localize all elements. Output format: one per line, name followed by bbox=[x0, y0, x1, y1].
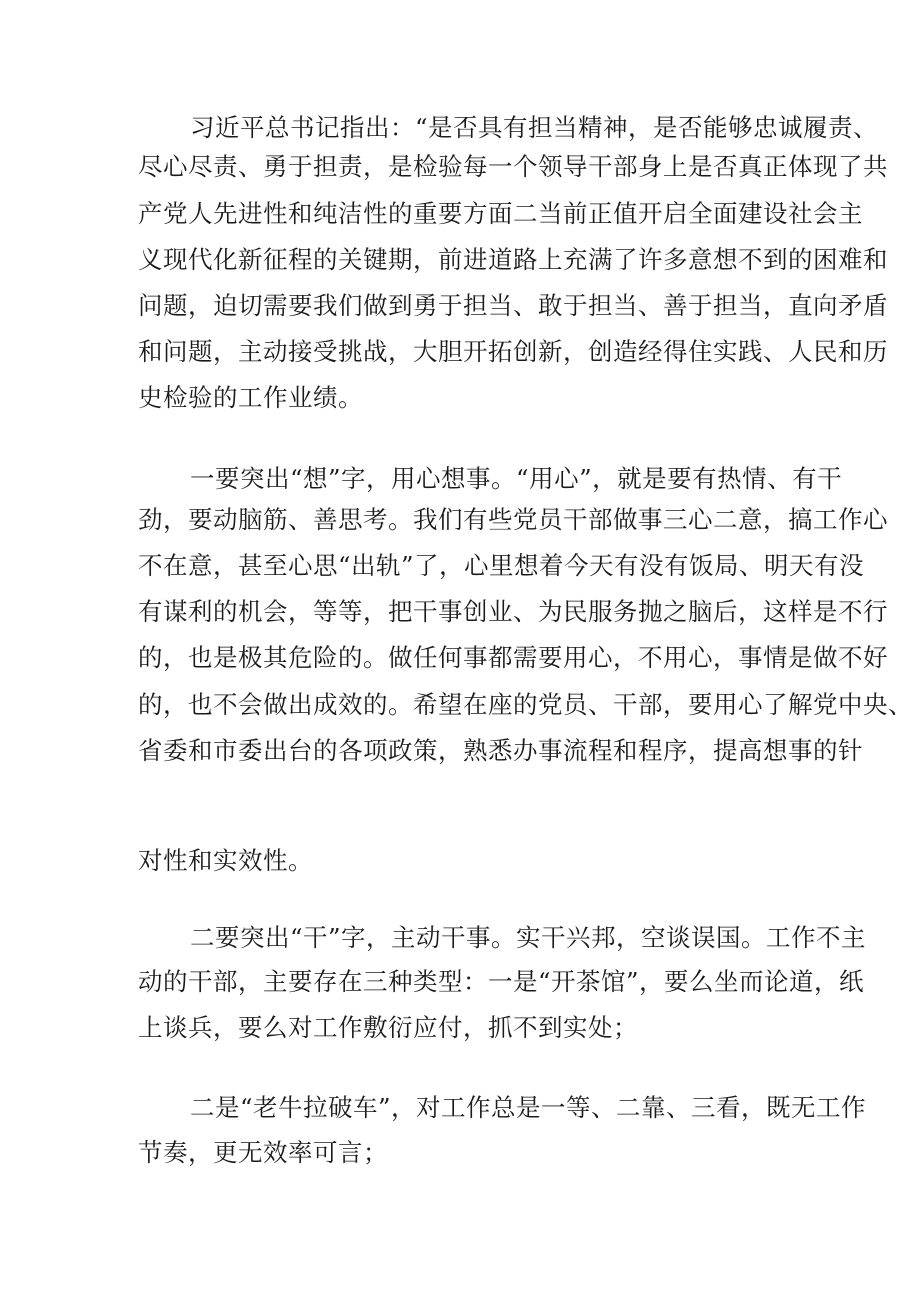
paragraph-line: 义现代化新征程的关键期，前进道路上充满了许多意想不到的困难和 bbox=[138, 245, 888, 274]
paragraph-line: 尽心尽责、勇于担责，是检验每一个领导干部身上是否真正体现了共 bbox=[138, 152, 888, 181]
paragraph-line: 有谋利的机会，等等，把干事创业、为民服务抛之脑后，这样是不行 bbox=[138, 597, 888, 626]
paragraph-line: 史检验的工作业绩。 bbox=[138, 383, 363, 412]
paragraph-line: 劲，要动脑筋、善思考。我们有些党员干部做事三心二意，搞工作心 bbox=[138, 505, 888, 534]
paragraph-line: 动的干部，主要存在三种类型：一是“开茶馆”，要么坐而论道，纸 bbox=[138, 967, 865, 996]
paragraph-line: 产党人先进性和纯洁性的重要方面二当前正值开启全面建设社会主 bbox=[138, 199, 863, 228]
paragraph-line: 的，也不会做出成效的。希望在座的党员、干部，要用心了解党中央、 bbox=[138, 690, 913, 719]
paragraph-line: 一要突出“想”字，用心想事。“用心”，就是要有热情、有干 bbox=[190, 464, 843, 493]
paragraph-line: 对性和实效性。 bbox=[138, 846, 313, 875]
paragraph-line: 的，也是极其危险的。做任何事都需要用心，不用心，事情是做不好 bbox=[138, 643, 888, 672]
paragraph-line: 问题，迫切需要我们做到勇于担当、敢于担当、善于担当，直向矛盾 bbox=[138, 291, 888, 320]
paragraph-line: 节奏，更无效率可言； bbox=[138, 1138, 388, 1167]
paragraph-line: 和问题，主动接受挑战，大胆开拓创新，创造经得住实践、人民和历 bbox=[138, 337, 888, 366]
paragraph-line: 不在意，甚至心思“出轨”了，心里想着今天有没有饭局、明天有没 bbox=[138, 551, 865, 580]
paragraph-line: 省委和市委出台的各项政策，熟悉办事流程和程序，提高想事的针 bbox=[138, 736, 863, 765]
paragraph-line: 二是“老牛拉破车”，对工作总是一等、二靠、三看，既无工作 bbox=[190, 1093, 867, 1122]
paragraph-line: 习近平总书记指出：“是否具有担当精神，是否能够忠诚履责、 bbox=[190, 113, 879, 142]
paragraph-line: 上谈兵，要么对工作敷衍应付，抓不到实处； bbox=[138, 1013, 638, 1042]
paragraph-line: 二要突出“干”字，主动干事。实干兴邦，空谈误国。工作不主 bbox=[190, 923, 867, 952]
